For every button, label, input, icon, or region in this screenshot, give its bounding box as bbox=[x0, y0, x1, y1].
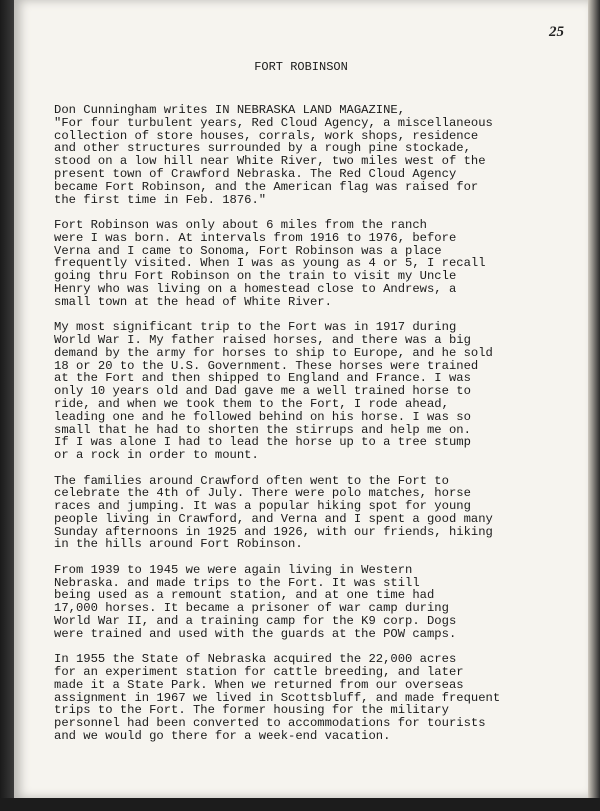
paragraph-3: My most significant trip to the Fort was in 1917 during World War I. My father raised horses, and there was a big demand by the army for horses to ship to Europe, and he sold 18 or 20 to the U.S. Government. These horses were trained at the Fort and then shipped to England and France. I was only 10 years old and Dad gave me a well trained horse to ride, and when we took them to the Fort, I rode ahead, leading one and he followed behind on his horse. I was so small that he had to shorten the stirrups and help me on. If I was alone I had to lead the horse up to a tree stump or a rock in order to mount. bbox=[54, 320, 493, 463]
paragraph-1: Don Cunningham writes IN NEBRASKA LAND MAGAZINE, "For four turbulent years, Red Cloud Agency, a miscellaneous collection of store houses, corrals, work shops, residence and other structures surrounded by a rough pine stockade, stood on a low hill near White River, two miles west of the present town of Crawford Nebraska. The Red Cloud Agency became Fort Robinson, and the American flag was raised for the first time in Feb. 1876." bbox=[54, 103, 493, 207]
page-edge-bottom bbox=[0, 798, 600, 811]
paragraph-2: Fort Robinson was only about 6 miles from the ranch were I was born. At intervals from 1916 to 1976, before Verna and I came to Sonoma, Fort Robinson was a place frequently visited. When I was as young as 4 or 5, I recall going thru Fort Robinson on the train to visit my Uncle Henry who was living on a homestead close to Andrews, a small town at the head of White River. bbox=[54, 217, 486, 309]
body-text bbox=[54, 104, 526, 755]
page-title: FORT ROBINSON bbox=[254, 60, 348, 74]
book-spine-shadow bbox=[0, 0, 14, 811]
paragraph-5: From 1939 to 1945 we were again living in Western Nebraska. and made trips to the Fort. It was still being used as a remount station, and at one time had 17,000 horses. It became a prisoner of war camp during World War II, and a training camp for the K9 corp. Dogs were trained and used with the guards at the POW camps. bbox=[54, 562, 457, 641]
page-number: 25 bbox=[549, 24, 564, 40]
paragraph-6: In 1955 the State of Nebraska acquired the 22,000 acres for an experiment station for cattle breeding, and later made it a State Park. When we returned from our overseas assignment in 1967 we lived in Scottsbluff, and made frequent trips to the Fort. The former housing for the military personnel had been converted to accommodations for tourists and we would go there for a week-end vacation. bbox=[54, 652, 501, 744]
paragraph-4: The families around Crawford often went to the Fort to celebrate the 4th of July. There were polo matches, horse races and jumping. It was a popular hiking spot for young people living in Crawford, and Verna and I spent a good many Sunday afternoons in 1925 and 1926, with our friends, hiking in the hills around Fort Robinson. bbox=[54, 473, 493, 552]
book-page bbox=[14, 0, 588, 798]
page-edge-right bbox=[588, 0, 600, 811]
